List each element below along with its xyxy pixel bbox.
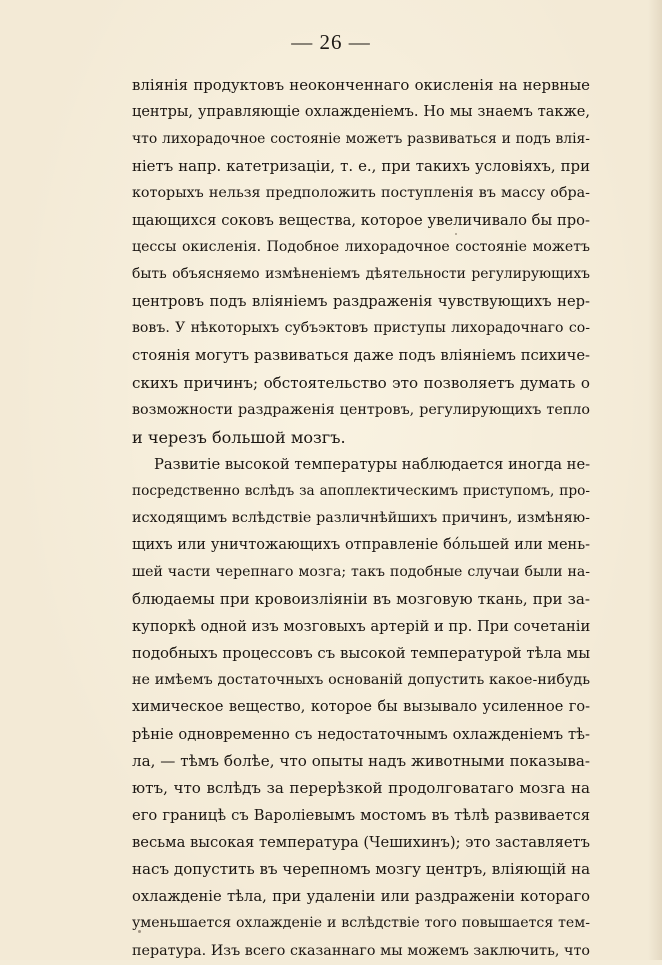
text-line: уменьшается охлажденіе и вслѣдствіе того повышается тем- [132, 915, 590, 932]
text-line: возможности раздраженія центровъ, регулирующихъ тепло [132, 401, 590, 418]
text-line: блюдаемы при кровоизліяніи въ мозговую ткань, при за- [132, 589, 590, 608]
text-line: скихъ причинъ; обстоятельство это позволяетъ думать о [132, 373, 590, 392]
text-line: что лихорадочное состояніе можетъ развиваться и подъ влія- [132, 131, 590, 148]
text-line: купоркѣ одной изъ мозговыхъ артерій и пр. При сочетаніи [132, 617, 590, 635]
paper-speck [138, 930, 141, 933]
page-edge-shadow [648, 0, 662, 960]
text-line: центровъ подъ вліяніемъ раздраженія чувствующихъ нер- [132, 293, 590, 311]
text-line: вліянія продуктовъ неоконченнаго окисленія на нервные [132, 76, 590, 94]
text-line: весьма высокая температура (Чешихинъ); это заставляетъ [132, 834, 590, 852]
text-line: его границѣ съ Варолiевымъ мостомъ въ тѣлѣ развивается [132, 807, 590, 825]
text-line: шей части черепнаго мозга; такъ подобные случаи были на- [132, 563, 590, 580]
text-line: и черезъ большой мозгъ. [132, 427, 346, 447]
text-line: центры, управляющіе охлажденіемъ. Но мы знаемъ также, [132, 104, 590, 121]
text-line: подобныхъ процессовъ съ высокой температурой тѣла мы [132, 643, 590, 662]
text-line: щихъ или уничтожающихъ отправленіе бóльшей или мень- [132, 536, 590, 553]
body-text [132, 72, 590, 965]
text-line: стоянія могутъ развиваться даже подъ вліяніемъ психиче- [132, 347, 590, 365]
text-line: насъ допустить въ черепномъ мозгу центръ, вліяющій на [132, 860, 590, 879]
text-line: пература. Изъ всего сказаннаго мы можемъ заключить, что [132, 942, 590, 959]
paper-speck [455, 233, 457, 235]
text-line: вовъ. У нѣкоторыхъ субъэктовъ приступы лихорадочнаго со- [132, 320, 590, 337]
text-line: химическое вещество, которое бы вызывало усиленное го- [132, 699, 590, 716]
text-line: исходящимъ вслѣдствіе различнѣйшихъ причинъ, измѣняю- [132, 509, 590, 526]
text-line: не имѣемъ достаточныхъ основаній допустить какое-нибудь [132, 672, 590, 689]
text-line: которыхъ нельзя предположить поступленія въ массу обра- [132, 185, 590, 202]
text-line: рѣніе одновременно съ недостаточнымъ охлажденіемъ тѣ- [132, 726, 590, 744]
text-line: щающихся соковъ вещества, которое увеличивало бы про- [132, 212, 590, 230]
text-line: охлажденіе тѣла, при удаленіи или раздраженіи котораго [132, 888, 590, 906]
text-line: быть объясняемо измѣненіемъ дѣятельности регулирующихъ [132, 266, 590, 283]
text-line: посредственно вслѣдъ за апоплектическимъ приступомъ, про- [132, 482, 590, 499]
text-line: ніетъ напр. катетризаціи, т. е., при такихъ условіяхъ, при [132, 157, 590, 176]
page-number-header: — 26 — [291, 30, 371, 54]
text-line: ютъ, что вслѣдъ за перерѣзкой продолговатаго мозга на [132, 779, 590, 798]
text-line: Развитіе высокой температуры наблюдается иногда не- [154, 455, 590, 473]
text-line: ла, — тѣмъ болѣе, что опыты надъ животными показыва- [132, 752, 590, 771]
text-line: цессы окисленія. Подобное лихорадочное состояніе можетъ [132, 239, 590, 256]
